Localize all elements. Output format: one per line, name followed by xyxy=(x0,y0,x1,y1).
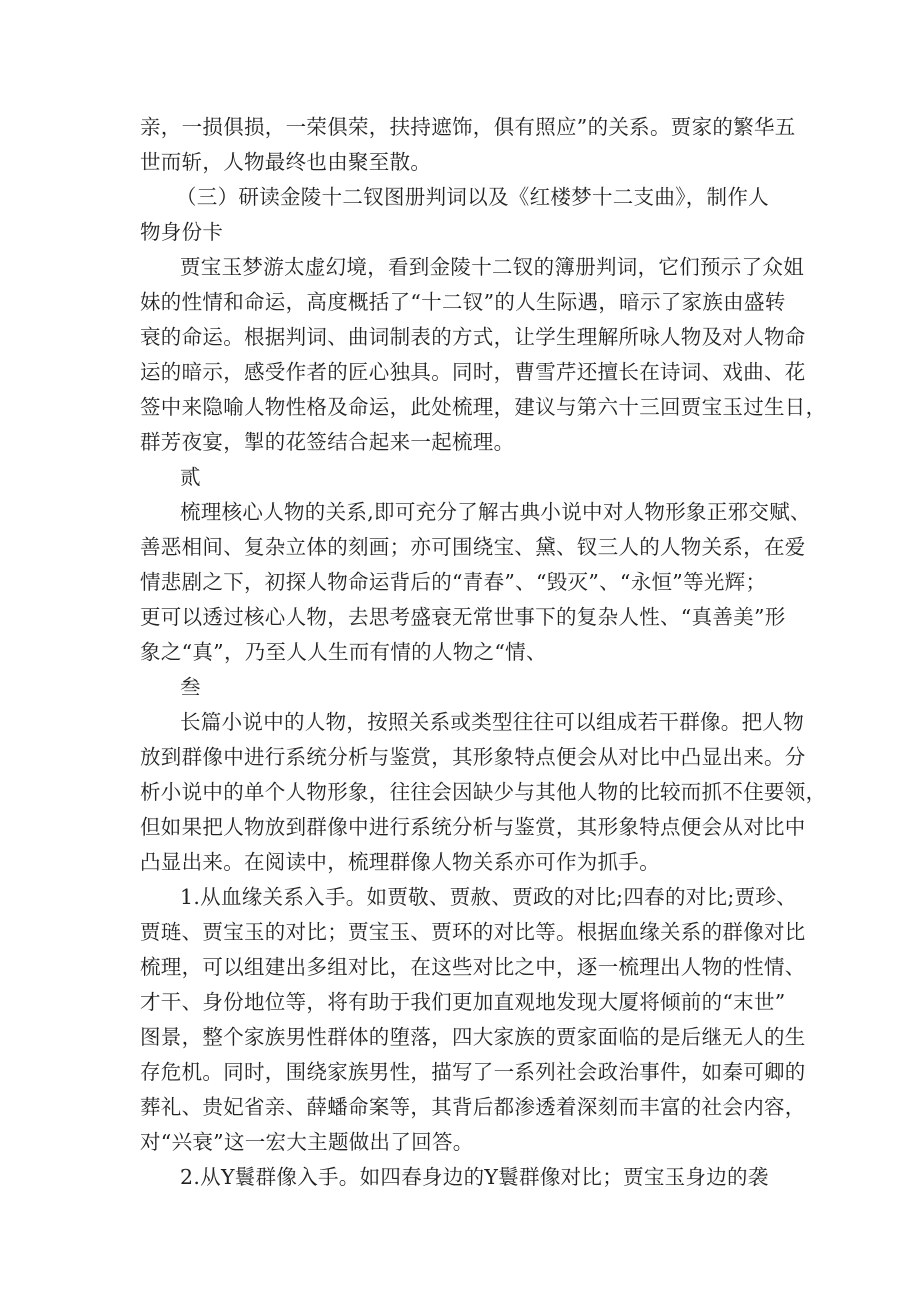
text-line: 放到群像中进行系统分析与鉴赏，其形象特点便会从对比中凸显出来。分 xyxy=(140,745,806,769)
text-line: 才干、身份地位等，将有助于我们更加直观地发现大厦将倾前的“末世” xyxy=(140,990,786,1014)
text-line: 梳理核心人物的关系,即可充分了解古典小说中对人物形象正邪交赋、 xyxy=(180,500,811,524)
list-item: 2.从Y鬟群像入手。如四春身边的Y鬟群像对比；贾宝玉身边的袭 xyxy=(180,1165,769,1189)
section-marker: 叁 xyxy=(180,675,201,699)
text-line: 情悲剧之下，初探人物命运背后的“青春”、“毁灭”、“永恒”等光辉； xyxy=(140,570,767,594)
text-line: 签中来隐喻人物性格及命运，此处梳理，建议与第六十三回贾宝玉过生日， xyxy=(140,395,827,419)
text-line: 衰的命运。根据判词、曲词制表的方式，让学生理解所咏人物及对人物命 xyxy=(140,325,806,349)
text-line: 妹的性情和命运，高度概括了“十二钗”的人生际遇，暗示了家族由盛转 xyxy=(140,290,786,314)
list-item: 1.从血缘关系入手。如贾敬、贾赦、贾政的对比;四春的对比;贾珍、 xyxy=(180,885,797,909)
text-line: 贾琏、贾宝玉的对比；贾宝玉、贾环的对比等。根据血缘关系的群像对比 xyxy=(140,920,806,944)
text-line: 长篇小说中的人物，按照关系或类型往往可以组成若干群像。把人物 xyxy=(180,710,804,734)
text-line: 贾宝玉梦游太虚幻境，看到金陵十二钗的簿册判词，它们预示了众姐 xyxy=(180,255,804,279)
text-line: 群芳夜宴，掣的花签结合起来一起梳理。 xyxy=(140,430,515,454)
text-line: 象之“真”，乃至人人生而有情的人物之“情、 xyxy=(140,640,547,664)
text-line: 但如果把人物放到群像中进行系统分析与鉴赏，其形象特点便会从对比中 xyxy=(140,815,806,839)
text-line: 梳理，可以组建出多组对比，在这些对比之中，逐一梳理出人物的性情、 xyxy=(140,955,806,979)
text-line: 亲，一损俱损，一荣俱荣，扶持遮饰，俱有照应”的关系。贾家的繁华五 xyxy=(140,115,796,139)
section-marker: 贰 xyxy=(180,465,201,489)
text-line: 葬礼、贵妃省亲、薛蟠命案等，其背后都渗透着深刻而丰富的社会内容， xyxy=(140,1095,806,1119)
text-line: 更可以透过核心人物，去思考盛衰无常世事下的复杂人性、“真善美”形 xyxy=(140,605,786,629)
text-line: 世而斩，人物最终也由聚至散。 xyxy=(140,150,432,174)
text-line: 运的暗示，感受作者的匠心独具。同时，曹雪芹还擅长在诗词、戏曲、花 xyxy=(140,360,806,384)
text-line: 图景，整个家族男性群体的堕落，四大家族的贾家面临的是后继无人的生 xyxy=(140,1025,806,1049)
section-heading-continued: 物身份卡 xyxy=(140,220,224,244)
text-line: 存危机。同时，围绕家族男性，描写了一系列社会政治事件，如秦可卿的 xyxy=(140,1060,806,1084)
text-line: 善恶相间、复杂立体的刻画；亦可围绕宝、黛、钗三人的人物关系，在爱 xyxy=(140,535,806,559)
text-line: 凸显出来。在阅读中，梳理群像人物关系亦可作为抓手。 xyxy=(140,850,660,874)
text-line: 对“兴衰”这一宏大主题做出了回答。 xyxy=(140,1130,474,1154)
text-line: 析小说中的单个人物形象，往往会因缺少与其他人物的比较而抓不住要领， xyxy=(140,780,827,804)
section-heading: （三）研读金陵十二钗图册判词以及《红楼梦十二支曲》，制作人 xyxy=(176,185,769,209)
